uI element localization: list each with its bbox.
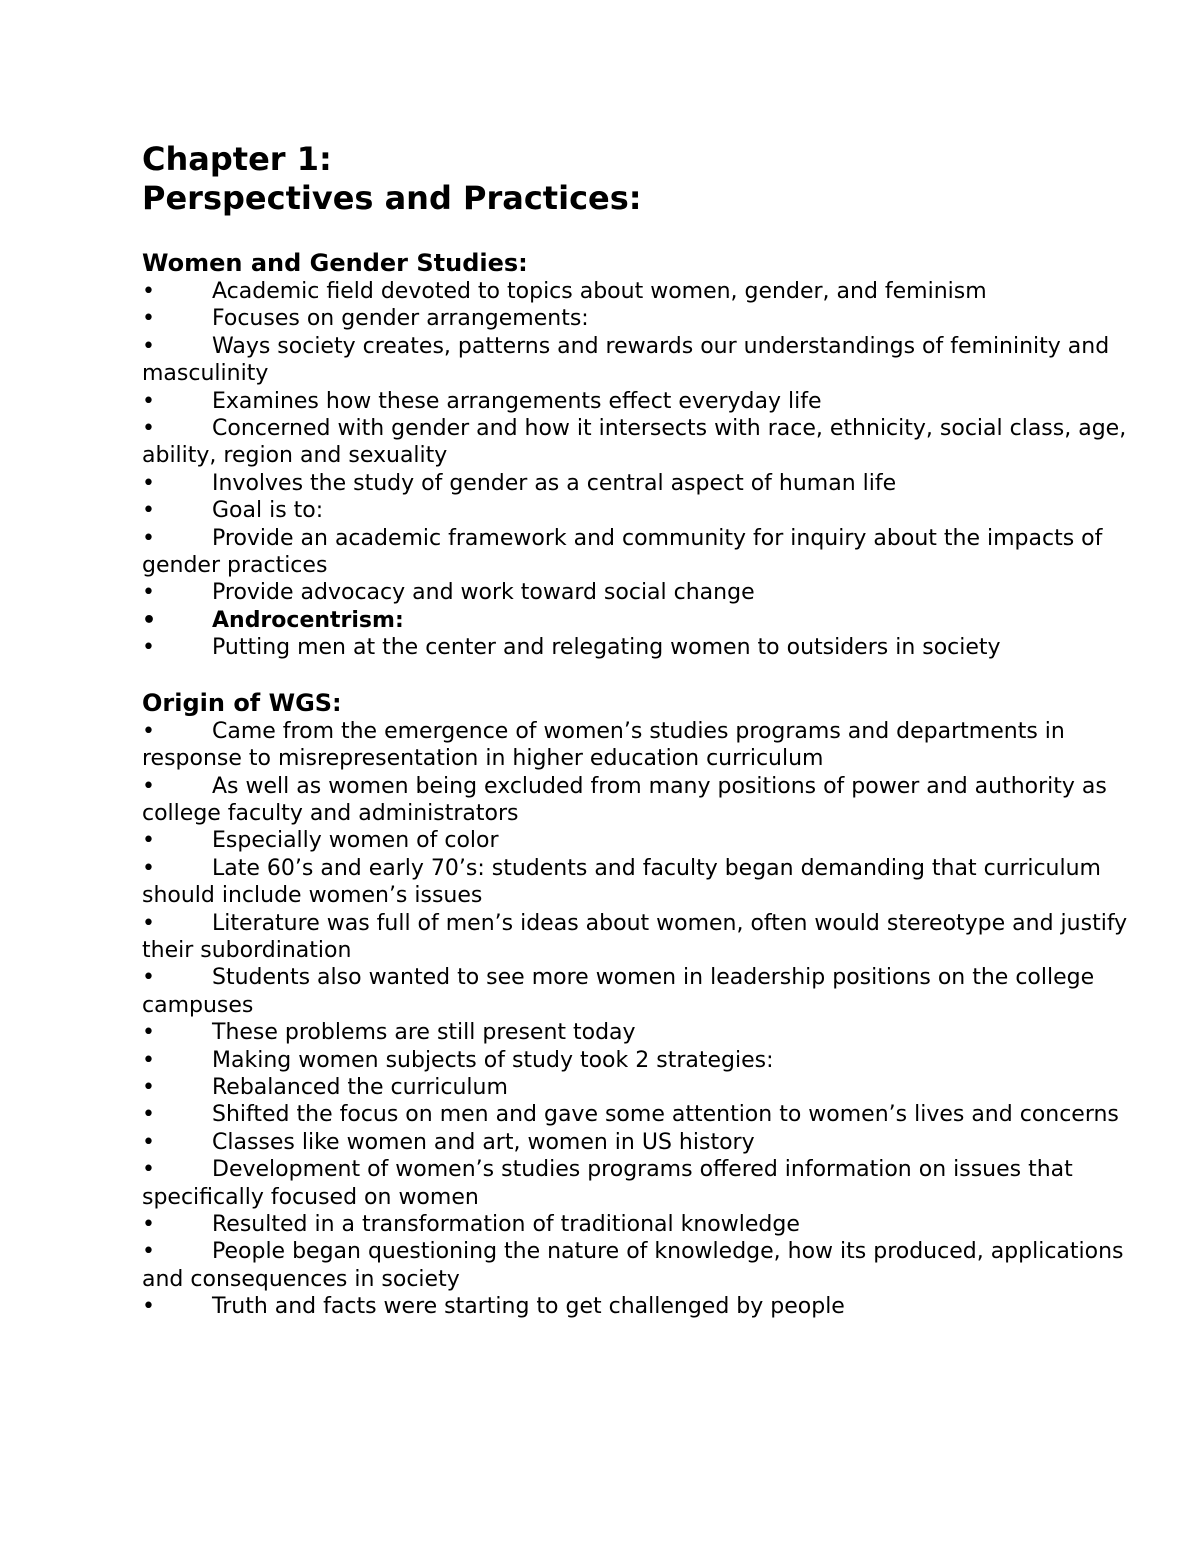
list-item-text: As well as women being excluded from many positions of power and authority as college faculty and administrators bbox=[142, 773, 1107, 826]
bullet-icon: • bbox=[142, 279, 155, 304]
bullet-icon: • bbox=[142, 1157, 155, 1183]
bullet-icon: • bbox=[142, 580, 155, 606]
list-item-text: Androcentrism: bbox=[212, 607, 404, 633]
bullet-icon: • bbox=[142, 1074, 155, 1100]
list-item bbox=[142, 525, 1142, 580]
bullet-icon: • bbox=[142, 855, 155, 881]
list-item-text: Came from the emergence of women’s studies programs and departments in response to misrepresentation in higher education curriculum bbox=[142, 718, 1065, 772]
list-item bbox=[142, 1047, 1142, 1074]
chapter-title-line-1: Chapter 1: bbox=[142, 140, 332, 178]
bullet-icon: • bbox=[142, 1239, 155, 1265]
list-item bbox=[142, 470, 1142, 497]
list-item-text: Examines how these arrangements effect everyday life bbox=[212, 388, 822, 414]
list-item-text: Making women subjects of study took 2 strategies: bbox=[212, 1047, 774, 1073]
bullet-icon: • bbox=[142, 1102, 155, 1128]
bullet-icon: • bbox=[142, 306, 155, 332]
list-item-text: Rebalanced the curriculum bbox=[212, 1074, 508, 1100]
bullet-icon: • bbox=[142, 1129, 155, 1155]
list-item-text: Shifted the focus on men and gave some attention to women’s lives and concerns bbox=[212, 1102, 1119, 1128]
list-item bbox=[142, 773, 1142, 828]
bullet-icon: • bbox=[142, 773, 155, 799]
list-item-text: Resulted in a transformation of traditional knowledge bbox=[212, 1212, 800, 1237]
bullet-icon: • bbox=[142, 965, 155, 991]
list-item bbox=[142, 278, 1142, 305]
list-item bbox=[142, 1156, 1142, 1211]
bullet-icon: • bbox=[142, 388, 155, 414]
list-item-text: Ways society creates, patterns and rewards our understandings of femininity and masculinity bbox=[142, 333, 1110, 387]
list-item-text: Especially women of color bbox=[212, 828, 499, 854]
list-item bbox=[142, 1129, 1142, 1156]
bullet-list-wgs bbox=[142, 278, 1142, 662]
list-item-text: Involves the study of gender as a central aspect of human life bbox=[212, 470, 897, 496]
bullet-icon: • bbox=[142, 635, 155, 661]
bullet-icon: • bbox=[142, 828, 155, 854]
list-item bbox=[142, 388, 1142, 415]
list-item bbox=[142, 964, 1142, 1019]
list-item-text: Development of women’s studies programs offered information on issues that specifically focused on women bbox=[142, 1157, 1073, 1210]
list-item-bold bbox=[142, 607, 1142, 634]
list-item-text: Concerned with gender and how it intersects with race, ethnicity, social class, age, ability, region and sexuality bbox=[142, 416, 1127, 469]
list-item-text: Focuses on gender arrangements: bbox=[212, 306, 589, 332]
section-heading-wgs: Women and Gender Studies: bbox=[142, 249, 528, 277]
bullet-icon: • bbox=[142, 910, 155, 936]
list-item bbox=[142, 1238, 1142, 1293]
list-item bbox=[142, 855, 1142, 910]
list-item bbox=[142, 1019, 1142, 1046]
list-item-text: Late 60’s and early 70’s: students and faculty began demanding that curriculum should include women’s issues bbox=[142, 855, 1101, 909]
chapter-title-line-2: Perspectives and Practices: bbox=[142, 179, 642, 217]
bullet-icon: • bbox=[142, 525, 155, 551]
list-item bbox=[142, 1211, 1142, 1238]
list-item-text: Students also wanted to see more women in leadership positions on the college campuses bbox=[142, 965, 1095, 1018]
list-item-text: These problems are still present today bbox=[212, 1020, 636, 1046]
list-item bbox=[142, 305, 1142, 332]
list-item bbox=[142, 718, 1142, 773]
bullet-icon: • bbox=[142, 1020, 155, 1046]
list-item bbox=[142, 634, 1142, 661]
bullet-icon: • bbox=[142, 498, 155, 524]
list-item bbox=[142, 1074, 1142, 1101]
list-item-text: Truth and facts were starting to get challenged by people bbox=[212, 1294, 845, 1320]
bullet-list-origin bbox=[142, 718, 1142, 1321]
bullet-icon: • bbox=[142, 718, 155, 744]
list-item bbox=[142, 497, 1142, 524]
list-item-text: People began questioning the nature of knowledge, how its produced, applications and consequences in society bbox=[142, 1239, 1124, 1292]
document-page bbox=[142, 140, 1142, 1321]
list-item-text: Putting men at the center and relegating women to outsiders in society bbox=[212, 635, 1001, 661]
list-item-text: Goal is to: bbox=[212, 498, 324, 524]
list-item bbox=[142, 1293, 1142, 1320]
list-item bbox=[142, 333, 1142, 388]
list-item bbox=[142, 1101, 1142, 1128]
bullet-icon: • bbox=[142, 333, 155, 359]
list-item-text: Provide advocacy and work toward social change bbox=[212, 580, 755, 606]
list-item bbox=[142, 579, 1142, 606]
bullet-icon: • bbox=[142, 416, 155, 442]
list-item bbox=[142, 415, 1142, 470]
bullet-icon: • bbox=[142, 1047, 155, 1073]
bullet-icon: • bbox=[142, 470, 155, 496]
chapter-title bbox=[142, 140, 1142, 218]
list-item-text: Academic field devoted to topics about women, gender, and feminism bbox=[212, 279, 987, 304]
list-item-text: Provide an academic framework and community for inquiry about the impacts of gender practices bbox=[142, 525, 1103, 579]
list-item bbox=[142, 910, 1142, 965]
list-item-text: Literature was full of men’s ideas about women, often would stereotype and justify their subordination bbox=[142, 910, 1128, 963]
section-heading-origin: Origin of WGS: bbox=[142, 688, 342, 717]
list-item bbox=[142, 827, 1142, 854]
bullet-icon: • bbox=[142, 1212, 155, 1237]
bullet-icon: • bbox=[142, 607, 157, 633]
bullet-icon: • bbox=[142, 1294, 155, 1320]
list-item-text: Classes like women and art, women in US history bbox=[212, 1129, 755, 1155]
